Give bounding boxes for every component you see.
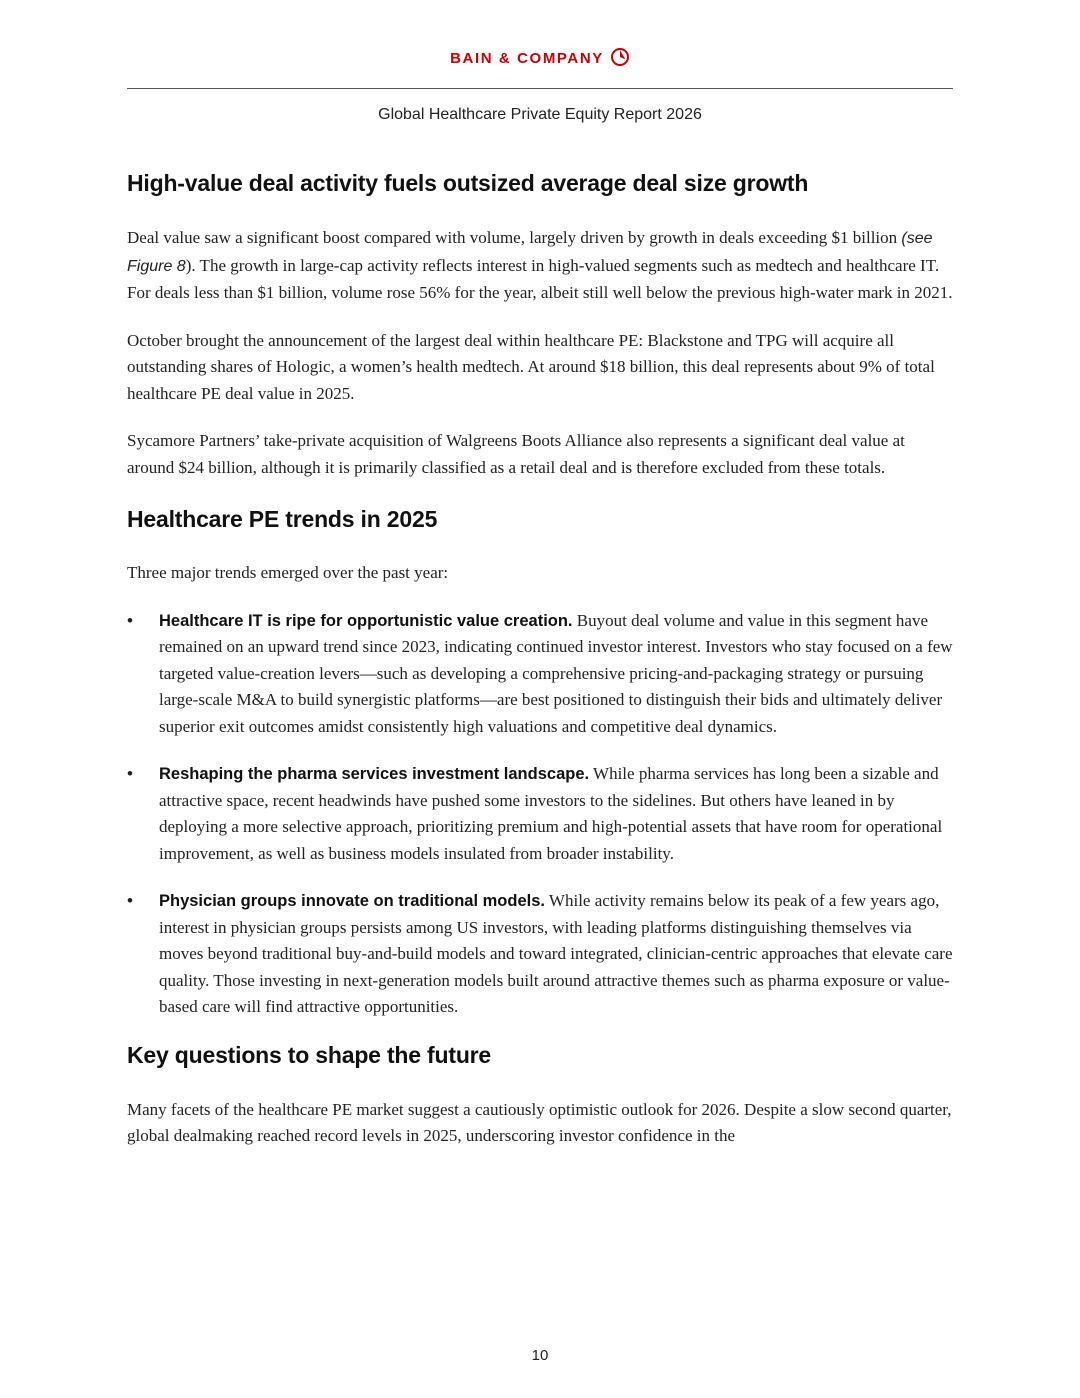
paragraph-deal-value-part2: ). The growth in large-cap activity reflects interest in high-valued segments such as medtech and healthcare IT. For deals less than $1 billion, volume rose 56% for the year, albeit still well below the previous high-water mark in 2021.: [127, 255, 953, 302]
brand-name: BAIN & COMPANY: [450, 50, 604, 67]
heading-future: Key questions to shape the future: [127, 1041, 492, 1068]
heading-trends: Healthcare PE trends in 2025: [127, 506, 438, 532]
trend-title: Physician groups innovate on traditional models.: [159, 892, 545, 910]
trend-item-pharma-services: [127, 761, 953, 867]
trend-text: While activity remains below its peak of a few years ago, interest in physician groups persists among US investors, with leading platforms distinguishing themselves via moves beyond traditional buy-and-build models and toward integrated, clinician-centric approaches that elevate care quality. Those investing in next-generation models built around attractive themes such as pharma exposure or value-based care will find attractive opportunities.: [159, 891, 953, 1016]
trends-list: [127, 608, 953, 1021]
trend-title: Healthcare IT is ripe for opportunistic value creation.: [159, 611, 573, 630]
main-content: [127, 170, 953, 1150]
bullet-icon: •: [127, 764, 133, 783]
figure-reference-link[interactable]: (see Figure 8: [127, 230, 933, 275]
paragraph-walgreens-deal: Sycamore Partners’ take-private acquisition of Walgreens Boots Alliance also represents a significant deal value at around $24 billion, although it is primarily classified as a retail deal and is therefore excluded from these totals.: [127, 431, 905, 477]
header-divider: [127, 88, 953, 89]
trend-text: While pharma services has long been a sizable and attractive space, recent headwinds have pushed some investors to the sidelines. But others have leaned in by deploying a more selective approach, prioritizing premium and high-potential assets that have room for operational improvement, as well as business models insulated from broader instability.: [159, 764, 943, 863]
paragraph-outlook: Many facets of the healthcare PE market suggest a cautiously optimistic outlook for 2026. Despite a slow second quarter, global dealmaking reached record levels in 2025, underscoring investor confidence in the: [127, 1099, 952, 1145]
bain-logo-icon: [610, 47, 630, 71]
brand-header: [0, 47, 1080, 71]
report-title: Global Healthcare Private Equity Report 2026: [378, 106, 702, 123]
paragraph-deal-value: [127, 225, 953, 307]
bullet-icon: •: [127, 610, 133, 630]
heading-deal-size: High-value deal activity fuels outsized average deal size growth: [127, 170, 809, 196]
paragraph-trends-intro: Three major trends emerged over the past year:: [127, 563, 449, 582]
page-number: 10: [531, 1347, 549, 1364]
trend-title: Reshaping the pharma services investment landscape.: [159, 765, 590, 783]
paragraph-hologic-deal: October brought the announcement of the largest deal within healthcare PE: Blackstone and TPG will acquire all outstanding shares of Hologic, a women’s health medtech. At around $18 billion, this deal represents about 9% of total healthcare PE deal value in 2025.: [127, 330, 935, 403]
trend-item-healthcare-it: [127, 608, 953, 741]
trend-item-physician-groups: [127, 888, 953, 1021]
trend-text: Buyout deal volume and value in this segment have remained on an upward trend since 2023, indicating continued investor interest. Investors who stay focused on a few targeted value-creation levers—such as developing a comprehensive pricing-and-packaging strategy or pursuing large-scale M&A to build synergistic platforms—are best positioned to distinguish their bids and ultimately deliver superior exit outcomes amidst consistently high valuations and competitive deal dynamics.: [159, 610, 953, 736]
bullet-icon: •: [127, 891, 133, 910]
paragraph-deal-value-part1: Deal value saw a significant boost compared with volume, largely driven by growth in deals exceeding $1 billion: [127, 228, 902, 247]
